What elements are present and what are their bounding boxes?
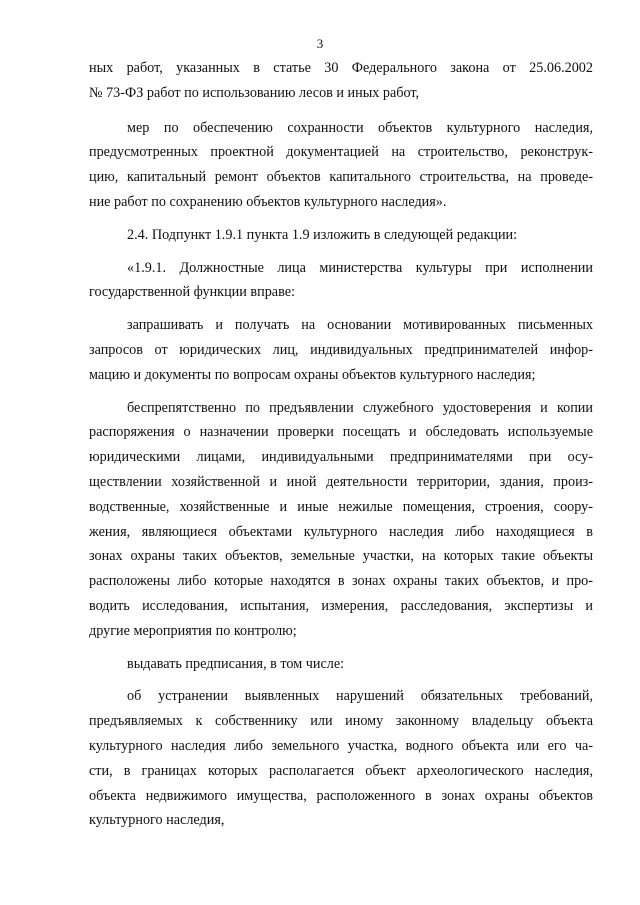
- paragraph-gap: [89, 248, 593, 256]
- text-line: беспрепятственно по предъявлении служебного удостоверения и копии: [127, 399, 593, 416]
- text-line: предусмотренных проектной документацией на строительство, реконструк-: [89, 144, 593, 161]
- text-line: жения, являющиеся объектами культурного наследия либо находящиеся в: [89, 523, 593, 540]
- text-line: культурного наследия,: [89, 812, 225, 829]
- paragraph-gap: [89, 388, 593, 396]
- text-line: водить исследования, испытания, измерения, расследования, экспертизы и: [89, 597, 593, 614]
- text-line: запросов от юридических лиц, индивидуальных предпринимателей инфор-: [89, 341, 593, 358]
- text-line: № 73-ФЗ работ по использованию лесов и иных работ,: [89, 84, 420, 101]
- text-line: зонах охраны таких объектов, земельные участки, на которых такие объекты: [89, 548, 593, 565]
- text-line: запрашивать и получать на основании мотивированных письменных: [127, 317, 593, 334]
- paragraph-gap: [89, 215, 593, 223]
- text-line: культурного наследия либо земельного участка, водного объекта или его ча-: [89, 737, 593, 754]
- text-line: сти, в границах которых располагается объект археологического наследия,: [89, 762, 593, 779]
- text-line: государственной функции вправе:: [89, 284, 295, 301]
- text-line: ных работ, указанных в статье 30 Федерального закона от 25.06.2002: [89, 60, 593, 76]
- text-line: 2.4. Подпункт 1.9.1 пункта 1.9 изложить в следующей редакции:: [127, 226, 518, 243]
- text-line: ние работ по сохранению объектов культурного наследия».: [89, 193, 447, 210]
- text-line: другие мероприятия по контролю;: [89, 622, 297, 639]
- text-line: объекта недвижимого имущества, расположенного в зонах охраны объектов: [89, 787, 593, 804]
- text-line: водственные, хозяйственные и иные нежилые помещения, строения, соору-: [89, 498, 593, 515]
- text-line: мер по обеспечению сохранности объектов культурного наследия,: [127, 119, 593, 136]
- text-line: об устранении выявленных нарушений обязательных требований,: [127, 688, 593, 705]
- paragraph-gap: [89, 676, 593, 684]
- text-line: «1.9.1. Должностные лица министерства культуры при исполнении: [127, 259, 593, 276]
- page-number: 3: [316, 36, 324, 51]
- text-line: цию, капитальный ремонт объектов капитального строительства, на проведе-: [89, 169, 593, 186]
- paragraph-gap: [89, 644, 593, 652]
- text-line: ществлении хозяйственной и иной деятельности территории, здания, произ-: [89, 473, 593, 490]
- text-line: мацию и документы по вопросам охраны объектов культурного наследия;: [89, 366, 536, 383]
- document-body: [89, 56, 593, 833]
- text-line: расположены либо которые находятся в зонах охраны таких объектов, и про-: [89, 573, 593, 590]
- text-line: выдавать предписания, в том числе:: [127, 655, 345, 672]
- text-line: предъявляемых к собственнику или иному законному владельцу объекта: [89, 713, 593, 730]
- paragraph-gap: [89, 106, 593, 116]
- paragraph-gap: [89, 305, 593, 313]
- text-line: распоряжения о назначении проверки посещать и обследовать используемые: [89, 424, 593, 441]
- text-line: юридическими лицами, индивидуальными предпринимателями при осу-: [89, 449, 593, 466]
